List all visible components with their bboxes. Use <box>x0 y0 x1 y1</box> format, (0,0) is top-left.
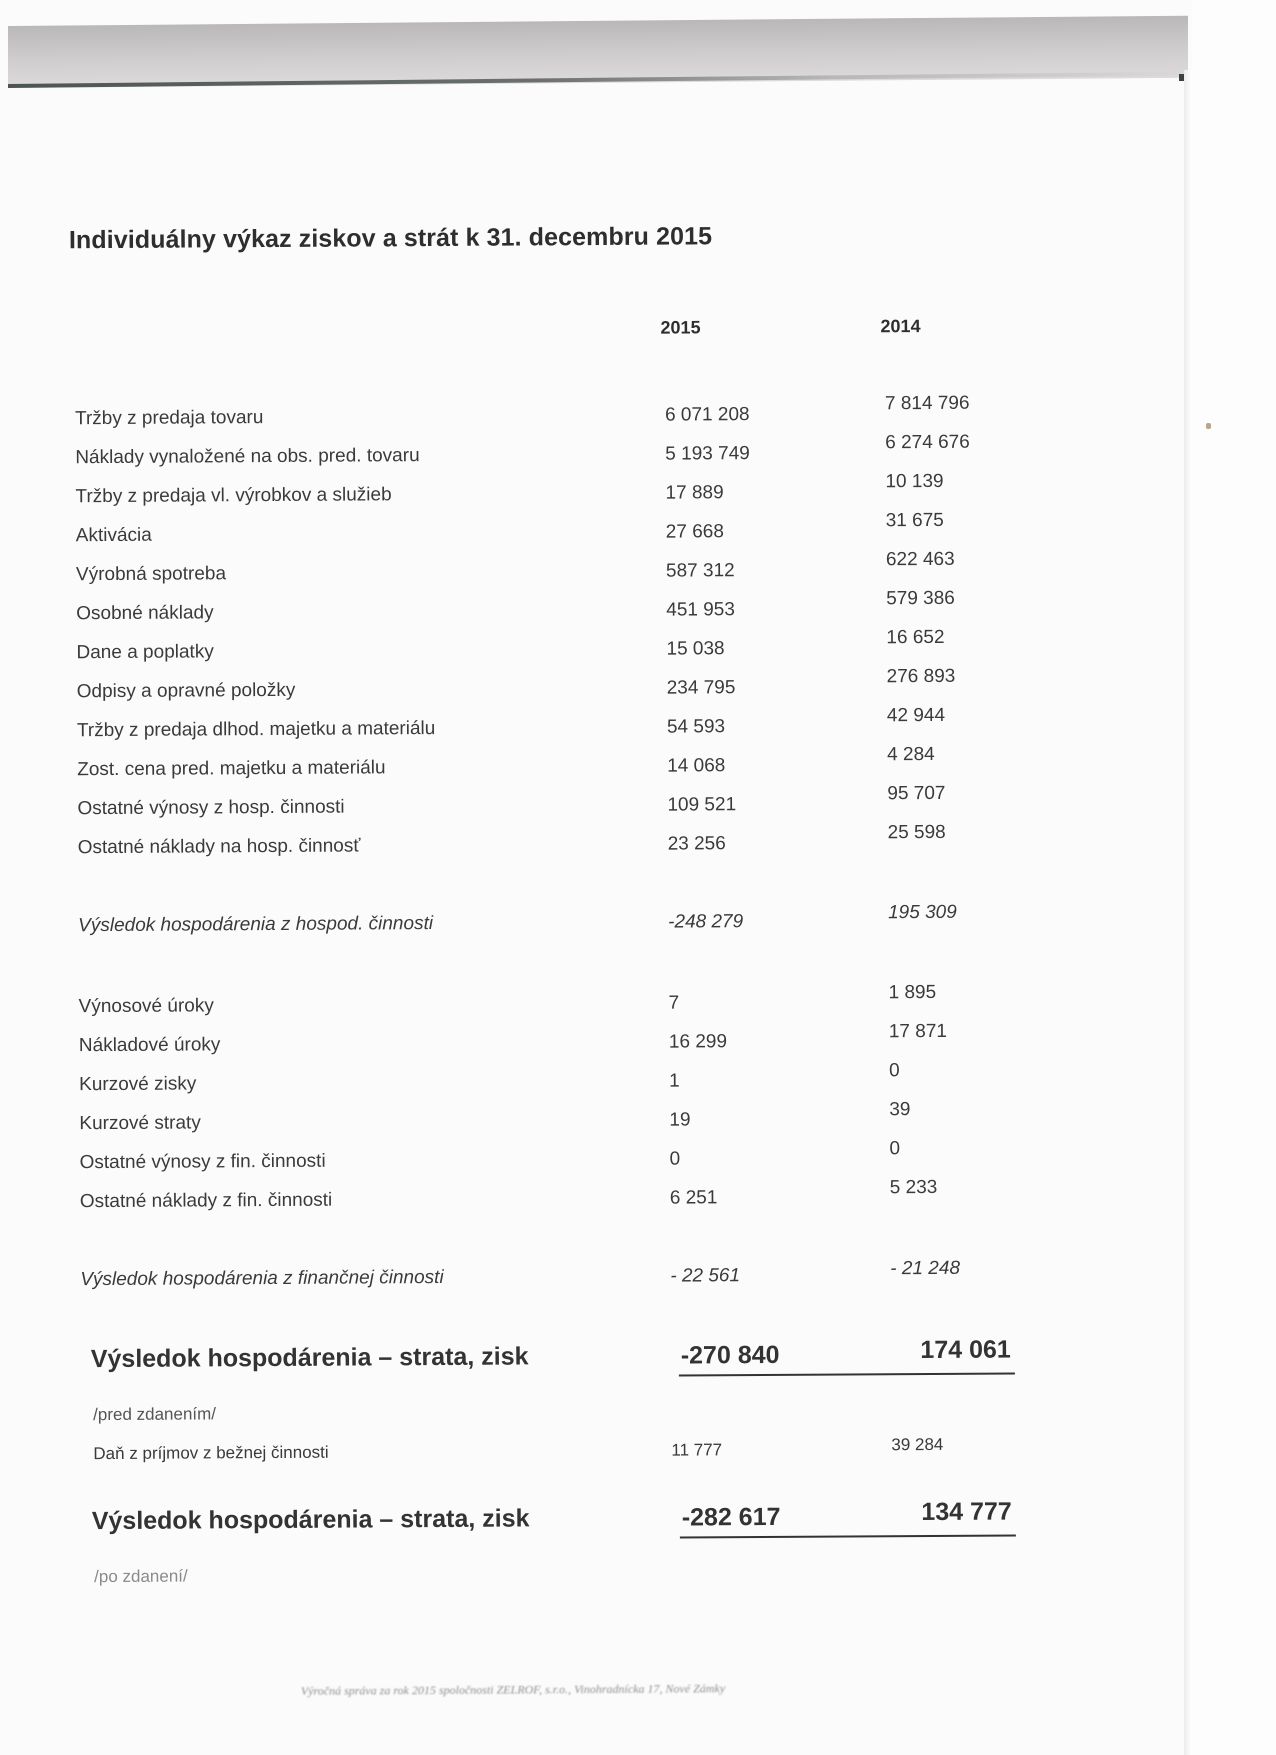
row-label: Výsledok hospodárenia z hospod. činnosti <box>78 913 434 937</box>
row-label: Ostatné výnosy z fin. činnosti <box>79 1150 326 1174</box>
value-2014: 1 895 <box>888 981 937 1004</box>
table-row <box>1 1020 1185 1065</box>
value-2015: 11 777 <box>671 1440 723 1460</box>
value-2015: 451 953 <box>666 599 735 621</box>
value-2014: - 21 248 <box>890 1257 961 1280</box>
row-label: Výsledok hospodárenia z finančnej činnosti <box>80 1266 444 1291</box>
page-title: Individuálny výkaz ziskov a strát k 31. decembru 2015 <box>68 222 713 255</box>
value-2015: 0 <box>669 1148 681 1170</box>
table-row <box>0 782 1184 828</box>
value-2015: 17 889 <box>665 482 724 504</box>
table-row <box>0 704 1183 750</box>
after-tax-note: /po zdanení/ <box>94 1566 188 1587</box>
column-header-2015: 2015 <box>660 317 701 338</box>
page-footer: Výročná správa za rok 2015 spoločnosti ZELROF, s.r.o., Vinohradnícka 17, Nové Zámky <box>300 1681 726 1698</box>
result-label: Výsledok hospodárenia – strata, zisk <box>90 1342 529 1374</box>
value-2015: 16 299 <box>668 1031 728 1053</box>
value-2015: 109 521 <box>667 794 737 816</box>
value-2015: 54 593 <box>666 716 726 738</box>
value-2015: 5 193 749 <box>665 443 750 465</box>
income-tax-row <box>3 1434 1187 1474</box>
value-2015: 7 <box>668 992 680 1014</box>
value-2014: 25 598 <box>887 821 946 844</box>
before-tax-note: /pred zdanením/ <box>93 1404 217 1425</box>
row-label: Tržby z predaja dlhod. majetku a materiálu <box>76 718 436 742</box>
table-row <box>2 1176 1186 1221</box>
row-label: Daň z príjmov z bežnej činnosti <box>93 1442 329 1464</box>
table-row <box>0 626 1183 672</box>
value-2014: 174 061 <box>920 1335 1011 1365</box>
value-2015: 234 795 <box>666 677 736 699</box>
value-2015: 1 <box>669 1070 680 1092</box>
corner-mark <box>1179 74 1184 81</box>
value-2014: 17 871 <box>888 1020 947 1043</box>
value-2014: 42 944 <box>886 704 946 727</box>
row-label: Náklady vynaložené na obs. pred. tovaru <box>75 445 420 469</box>
value-2014: 5 233 <box>889 1176 938 1199</box>
result-after-tax <box>4 1497 1188 1557</box>
row-label: Tržby z predaja tovaru <box>74 407 264 430</box>
value-2015: 19 <box>669 1109 691 1131</box>
row-label: Nákladové úroky <box>78 1034 221 1057</box>
row-label: Výnosové úroky <box>78 995 214 1018</box>
value-2015: 23 256 <box>667 833 726 855</box>
value-2015: - 22 561 <box>670 1265 741 1287</box>
value-2014: 276 893 <box>886 665 956 688</box>
value-2014: 622 463 <box>885 548 955 571</box>
value-2015: 15 038 <box>666 638 725 660</box>
result-label: Výsledok hospodárenia – strata, zisk <box>91 1504 530 1536</box>
value-2014: 31 675 <box>885 509 944 532</box>
value-2014: 0 <box>888 1060 900 1082</box>
value-2014: 4 284 <box>887 743 935 766</box>
table-row <box>2 1138 1186 1182</box>
value-2015: 27 668 <box>665 521 724 543</box>
financial-result-row <box>2 1257 1186 1299</box>
double-underline <box>679 1372 1015 1376</box>
table-row <box>1 981 1185 1026</box>
table-row <box>0 392 1181 438</box>
table-row <box>0 587 1182 633</box>
value-2015: 14 068 <box>667 755 726 777</box>
table-row <box>1 1060 1185 1104</box>
value-2014: 95 707 <box>887 782 946 805</box>
double-underline <box>680 1534 1016 1538</box>
table-row <box>0 743 1183 789</box>
value-2015: -270 840 <box>680 1340 780 1370</box>
row-label: Kurzové zisky <box>79 1073 197 1096</box>
row-label: Osobné náklady <box>76 602 214 625</box>
table-row <box>0 470 1182 516</box>
value-2015: 6 071 208 <box>664 404 750 426</box>
row-label: Kurzové straty <box>79 1112 201 1135</box>
row-label: Odpisy a opravné položky <box>76 679 296 703</box>
value-2015: 587 312 <box>665 560 735 582</box>
value-2014: 39 <box>889 1099 911 1121</box>
value-2014: 16 652 <box>886 626 945 649</box>
table-row <box>1 1099 1185 1143</box>
row-label: Zost. cena pred. majetku a materiálu <box>77 757 386 781</box>
value-2014: 134 777 <box>921 1497 1012 1527</box>
value-2014: 579 386 <box>886 587 955 610</box>
value-2014: 0 <box>889 1138 901 1160</box>
value-2014: 195 309 <box>888 901 957 924</box>
row-label: Tržby z predaja vl. výrobkov a služieb <box>75 484 392 508</box>
row-label: Výrobná spotreba <box>75 563 227 586</box>
value-2015: -248 279 <box>668 911 744 933</box>
table-row <box>0 509 1182 555</box>
scan-right-margin <box>1192 0 1276 1755</box>
row-label: Aktivácia <box>75 524 152 547</box>
row-label: Dane a poplatky <box>76 641 214 664</box>
result-before-tax <box>3 1335 1187 1395</box>
table-row <box>0 548 1182 594</box>
table-row <box>0 431 1181 477</box>
value-2014: 10 139 <box>885 470 944 493</box>
row-label: Ostatné výnosy z hosp. činnosti <box>77 796 345 820</box>
column-header-2014: 2014 <box>880 316 921 337</box>
value-2015: -282 617 <box>681 1502 781 1532</box>
dust-speck <box>1206 423 1211 429</box>
value-2014: 7 814 796 <box>884 392 970 415</box>
value-2014: 39 284 <box>891 1434 944 1455</box>
row-label: Ostatné náklady na hosp. činnosť <box>77 835 361 859</box>
table-row <box>0 821 1184 867</box>
row-label: Ostatné náklady z fin. činnosti <box>79 1189 333 1213</box>
operating-result-row <box>0 901 1184 945</box>
value-2015: 6 251 <box>669 1187 718 1209</box>
value-2014: 6 274 676 <box>885 431 970 454</box>
table-row <box>0 665 1183 711</box>
